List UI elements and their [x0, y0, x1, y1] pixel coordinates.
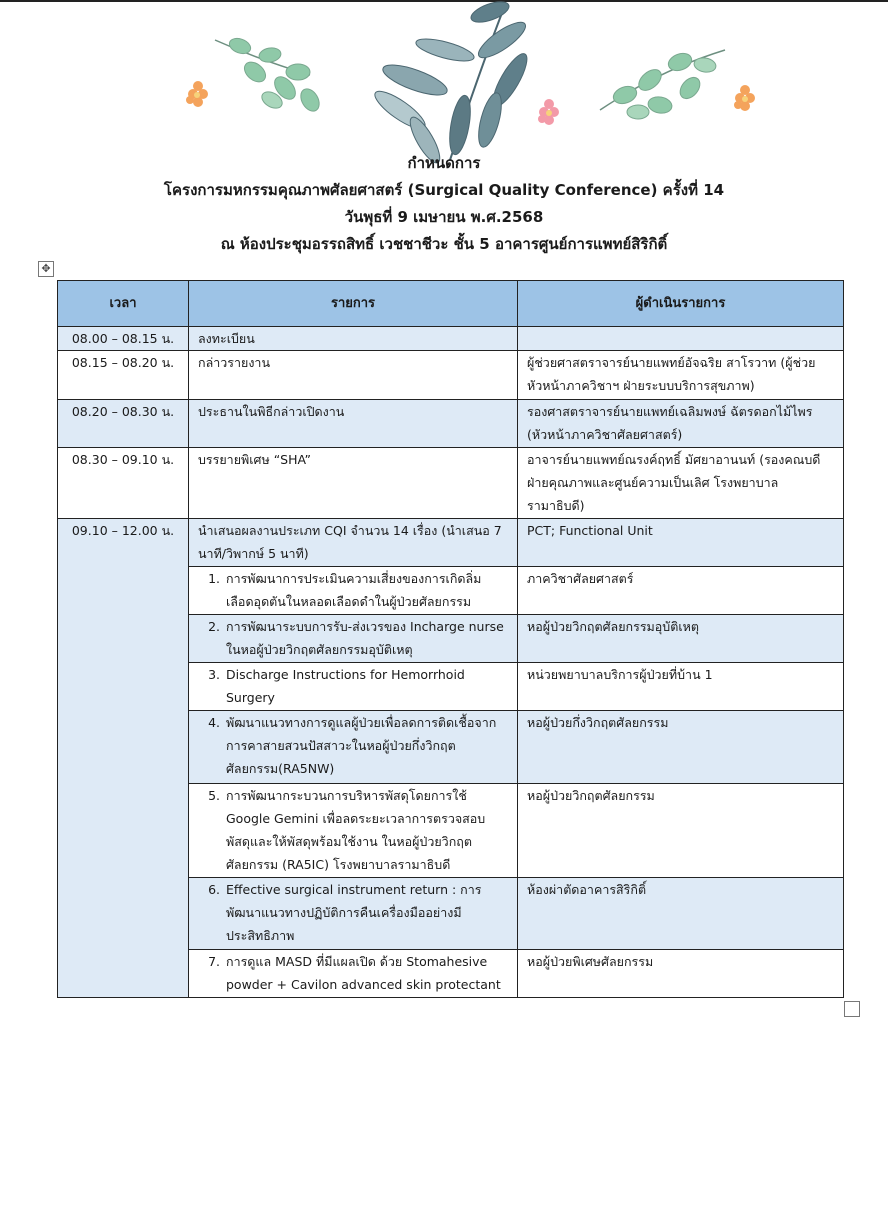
- owner-cell: ผู้ช่วยศาสตราจารย์นายแพทย์อัจฉริย สาโรวาท (ผู้ช่วยหัวหน้าภาควิชาฯ ฝ่ายระบบบริการสุขภาพ): [518, 351, 844, 400]
- owner-cell: หอผู้ป่วยกึ่งวิกฤตศัลยกรรม: [518, 711, 844, 784]
- owner-cell: หอผู้ป่วยวิกฤตศัลยกรรม: [518, 784, 844, 878]
- table-resize-handle[interactable]: [844, 1001, 860, 1017]
- time-cell: 08.00 – 08.15 น.: [58, 327, 189, 351]
- flower-center: [538, 99, 559, 125]
- subitem-title: การพัฒนาระบบการรับ-ส่งเวรของ Incharge nurse ในหอผู้ป่วยวิกฤตศัลยกรรมอุบัติเหตุ: [226, 619, 504, 657]
- owner-cell: อาจารย์นายแพทย์ณรงค์ฤทธิ์ มัศยาอานนท์ (รองคณบดีฝ่ายคุณภาพและศูนย์ความเป็นเลิศ โรงพยาบาลรามาธิบดี): [518, 448, 844, 519]
- owner-cell: หอผู้ป่วยวิกฤตศัลยกรรมอุบัติเหตุ: [518, 615, 844, 663]
- table-row: [58, 400, 844, 448]
- time-cell: 08.15 – 08.20 น.: [58, 351, 189, 400]
- agenda-table: [57, 280, 844, 998]
- item-cell: กล่าวรายงาน: [189, 351, 518, 400]
- subitem-cell: [189, 950, 518, 998]
- item-cell: ลงทะเบียน: [189, 327, 518, 351]
- item-cell: บรรยายพิเศษ “SHA”: [189, 448, 518, 519]
- header-owner: ผู้ดำเนินรายการ: [518, 281, 844, 327]
- subitem-cell: [189, 615, 518, 663]
- owner-cell: หน่วยพยาบาลบริการผู้ป่วยที่บ้าน 1: [518, 663, 844, 711]
- owner-cell: [518, 327, 844, 351]
- table-row: [58, 351, 844, 400]
- header-item: รายการ: [189, 281, 518, 327]
- subitem-title: การพัฒนาการประเมินความเสี่ยงของการเกิดลิ่มเลือดอุดตันในหลอดเลือดดำในผู้ป่วยศัลยกรรม: [226, 571, 482, 609]
- heading-date: วันพุธที่ 9 เมษายน พ.ศ.2568: [344, 208, 544, 226]
- heading-title: กำหนดการ: [407, 154, 481, 172]
- subitem-number: 5.: [208, 788, 220, 803]
- subitem-cell: [189, 878, 518, 950]
- flower-right: [734, 85, 755, 111]
- owner-cell: ห้องผ่าตัดอาคารสิริกิติ์: [518, 878, 844, 950]
- item-cell: ประธานในพิธีกล่าวเปิดงาน: [189, 400, 518, 448]
- subitem-title: การพัฒนากระบวนการบริหารพัสดุโดยการใช้ Google Gemini เพื่อลดระยะเวลาการตรวจสอบพัสดุและให้พัสดุพร้อมใช้งาน ในหอผู้ป่วยวิกฤตศัลยกรรม (RA5IC) โรงพยาบาลรามาธิบดี: [226, 788, 486, 872]
- subitem-number: 3.: [208, 667, 220, 682]
- owner-cell: รองศาสตราจารย์นายแพทย์เฉลิมพงษ์ ฉัตรดอกไม้ไพร (หัวหน้าภาควิชาศัลยศาสตร์): [518, 400, 844, 448]
- subitem-title: Discharge Instructions for Hemorrhoid Surgery: [226, 667, 465, 705]
- subitem-number: 4.: [208, 715, 220, 730]
- subitem-title: พัฒนาแนวทางการดูแลผู้ป่วยเพื่อลดการติดเชื้อจากการคาสายสวนปัสสาวะในหอผู้ป่วยกึ่งวิกฤตศัลยกรรม(RA5NW): [226, 715, 497, 776]
- leaf-banner-illustration: [160, 0, 780, 165]
- center-branch: [370, 0, 533, 165]
- subitem-cell: [189, 567, 518, 615]
- subitem-cell: [189, 663, 518, 711]
- subitem-title: Effective surgical instrument return : การพัฒนาแนวทางปฏิบัติการคืนเครื่องมืออย่างมีประสิทธิภาพ: [226, 882, 482, 943]
- owner-cell: หอผู้ป่วยพิเศษศัลยกรรม: [518, 950, 844, 998]
- subitem-cell: [189, 784, 518, 878]
- time-cell: 08.30 – 09.10 น.: [58, 448, 189, 519]
- owner-cell: ภาควิชาศัลยศาสตร์: [518, 567, 844, 615]
- table-header-row: [58, 281, 844, 327]
- move-arrows-icon[interactable]: ✥: [38, 261, 54, 277]
- subitem-title: การดูแล MASD ที่มีแผลเปิด ด้วย Stomahesive powder + Cavilon advanced skin protectant: [226, 954, 501, 992]
- table-row: [58, 327, 844, 351]
- time-cell: 09.10 – 12.00 น.: [58, 519, 189, 998]
- heading-project: โครงการมหกรรมคุณภาพศัลยศาสตร์ (Surgical Quality Conference) ครั้งที่ 14: [163, 181, 725, 199]
- time-cell: 08.20 – 08.30 น.: [58, 400, 189, 448]
- subitem-number: 6.: [208, 882, 220, 897]
- owner-cell: PCT; Functional Unit: [518, 519, 844, 567]
- header-time: เวลา: [58, 281, 189, 327]
- document-heading: [0, 150, 888, 258]
- heading-venue: ณ ห้องประชุมอรรถสิทธิ์ เวชชาชีวะ ชั้น 5 อาคารศูนย์การแพทย์สิริกิติ์: [220, 235, 668, 253]
- subitem-number: 1.: [208, 571, 220, 586]
- subitem-number: 2.: [208, 619, 220, 634]
- flower-left: [186, 81, 208, 107]
- table-row: [58, 519, 844, 567]
- table-row: [58, 448, 844, 519]
- subitem-number: 7.: [208, 954, 220, 969]
- right-sprig: [600, 50, 725, 119]
- left-sprig: [215, 36, 323, 115]
- item-cell: นำเสนอผลงานประเภท CQI จำนวน 14 เรื่อง (นำเสนอ 7 นาที/วิพากษ์ 5 นาที): [189, 519, 518, 567]
- subitem-cell: [189, 711, 518, 784]
